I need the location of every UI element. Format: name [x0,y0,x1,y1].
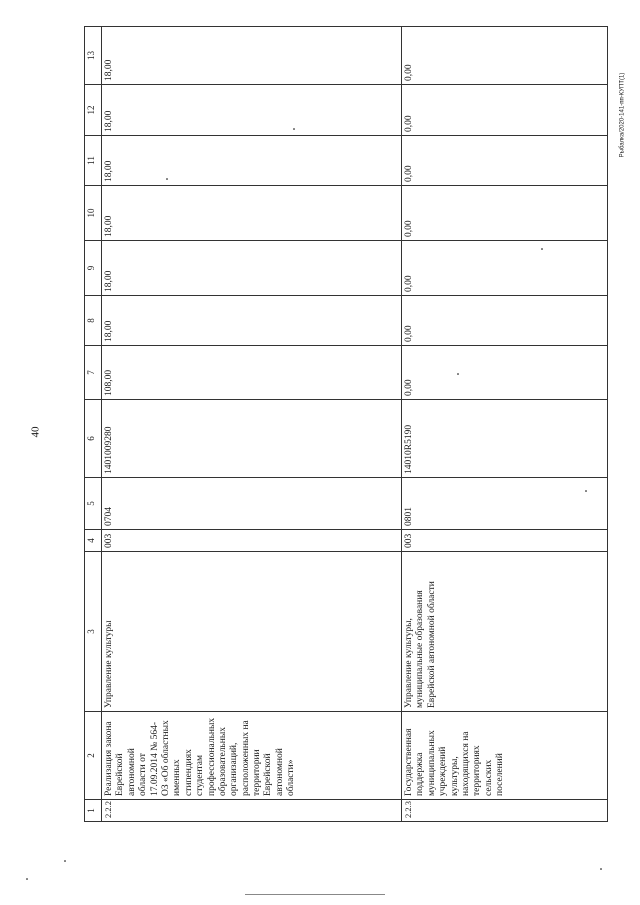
scan-speck [600,868,602,870]
value-cell: 0,00 [402,136,608,186]
rzpr-code: 0801 [402,478,608,530]
csr-code: 1401009280 [102,400,402,478]
column-header: 12 [85,85,102,136]
column-header: 2 [85,712,102,800]
document-code: Рыбалка/2020-141-пп-КУПТ(1) [619,72,626,158]
value-cell: 0,00 [402,346,608,400]
column-header: 3 [85,552,102,712]
column-header: 10 [85,186,102,241]
executor-name: Управление культуры [102,552,402,712]
value-cell: 18,00 [102,85,402,136]
value-cell: 18,00 [102,27,402,85]
column-header: 9 [85,241,102,296]
value-cell: 18,00 [102,241,402,296]
column-header: 6 [85,400,102,478]
page-number: 40 [29,426,42,438]
scan-speck [64,860,66,862]
measure-name: Государственная поддержка муниципальных учреждений культуры, находящихся на территориях сельских поселений [402,712,608,800]
value-cell: 108,00 [102,346,402,400]
value-cell: 0,00 [402,27,608,85]
csr-code: 14010R5190 [402,400,608,478]
column-header: 7 [85,346,102,400]
measure-name: Реализация закона Еврейской автономной области от 17.09.2014 № 564-ОЗ «Об областных именных стипендиях студентам профессиональных образовательных организаций, расположенных на территории Еврейской автономной области» [102,712,402,800]
column-header: 13 [85,27,102,85]
column-header: 8 [85,296,102,346]
bottom-rule [245,894,385,895]
grbs-code: 003 [102,530,402,552]
value-cell: 18,00 [102,136,402,186]
value-cell: 0,00 [402,85,608,136]
value-cell: 0,00 [402,296,608,346]
column-header: 5 [85,478,102,530]
column-header: 11 [85,136,102,186]
value-cell: 0,00 [402,241,608,296]
header-row [85,27,102,822]
scan-speck [166,178,168,180]
value-cell: 0,00 [402,186,608,241]
scan-speck [585,490,587,492]
row-number: 2.2.3 [402,800,608,822]
scan-speck [26,878,28,880]
executor-name: Управление культуры, муниципальные образования Еврейской автономной области [402,552,608,712]
column-header: 1 [85,800,102,822]
budget-table [84,26,608,822]
scan-speck [293,128,295,130]
rzpr-code: 0704 [102,478,402,530]
table-row [102,27,402,822]
grbs-code: 003 [402,530,608,552]
scan-speck [541,248,543,250]
column-header: 4 [85,530,102,552]
value-cell: 18,00 [102,296,402,346]
value-cell: 18,00 [102,186,402,241]
table-row [402,27,608,822]
row-number: 2.2.2 [102,800,402,822]
scan-speck [457,373,459,375]
budget-table-rotated [84,51,608,822]
